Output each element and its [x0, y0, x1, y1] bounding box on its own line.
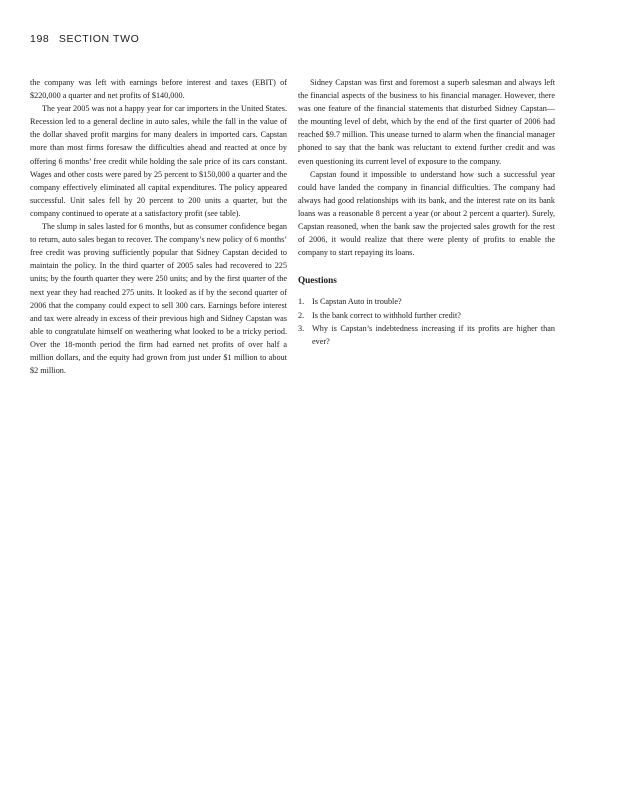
question-number: 3. — [298, 323, 305, 333]
section-title: SECTION TWO — [58, 33, 140, 45]
questions-heading: Questions — [298, 275, 337, 286]
question-text: Is the bank correct to withhold further credit? — [312, 310, 461, 320]
body-paragraph: Capstan found it impossible to understand how such a successful year could have landed the company in financial difficulties. The company had always had good relationships with its bank, and the interest rate on its bank loans was a reasonable 8 percent a year (or about 2 percent a quarter). Surely, Capstan reasoned, when the bank saw the projected sales growth for the rest of 2006, it would realize that there were plenty of profits to enable the company to start repaying its loans. — [298, 169, 555, 258]
question-number: 1. — [298, 297, 305, 307]
page-number: 198 — [30, 33, 50, 45]
body-paragraph: the company was left with earnings before interest and taxes (EBIT) of $220,000 a quarter and net profits of $140,000. — [30, 78, 287, 101]
body-paragraph: The slump in sales lasted for 6 months, but as consumer confidence began to return, auto sales began to recover. The company’s new policy of 6 months’ free credit was proving sufficiently popular that Sidney Capstan decided to maintain the policy. In the third quarter of 2005 sales had recovered to 225 units; by the fourth quarter they were 250 units; and by the first quarter of the next year they had reached 275 units. It looked as if by the second quarter of 2006 that the company could expect to sell 300 cars. Earnings before interest and tax were already in excess of their previous high and Sidney Capstan was able to congratulate himself on weathering what looked to be a tricky period. Over the 18-month period the firm had earned net profits of over half a million dollars, and the equity had grown from just under $1 million to about $2 million. — [30, 222, 287, 376]
right-column — [298, 76, 555, 348]
question-item — [298, 295, 555, 308]
question-item — [298, 322, 555, 348]
question-text: Is Capstan Auto in trouble? — [312, 297, 402, 307]
left-column — [30, 76, 287, 377]
running-head — [30, 33, 139, 45]
question-number: 2. — [298, 310, 305, 320]
question-text: Why is Capstan’s indebtedness increasing if its profits are higher than ever? — [312, 323, 555, 346]
questions-list — [298, 295, 555, 347]
question-item — [298, 309, 555, 322]
body-paragraph: Sidney Capstan was first and foremost a superb salesman and always left the financial aspects of the business to his financial manager. However, there was one feature of the financial statements that disturbed Sidney Capstan—the mounting level of debt, which by the end of the first quarter of 2006 had reached $9.7 million. This unease turned to alarm when the financial manager phoned to say that the bank was reluctant to extend further credit and was even questioning its current level of exposure to the company. — [298, 78, 555, 166]
body-paragraph: The year 2005 was not a happy year for car importers in the United States. Recession led to a general decline in auto sales, while the fall in the value of the dollar shaved profit margins for many dealers in imported cars. Capstan more than most firms foresaw the difficulties ahead and reacted at once by offering 6 months’ free credit while holding the sale price of its cars constant. Wages and other costs were pared by 25 percent to $150,000 a quarter and the company effectively eliminated all capital expenditures. The policy appeared successful. Unit sales fell by 20 percent to 200 units a quarter, but the company continued to operate at a satisfactory profit (see table). — [30, 104, 287, 218]
